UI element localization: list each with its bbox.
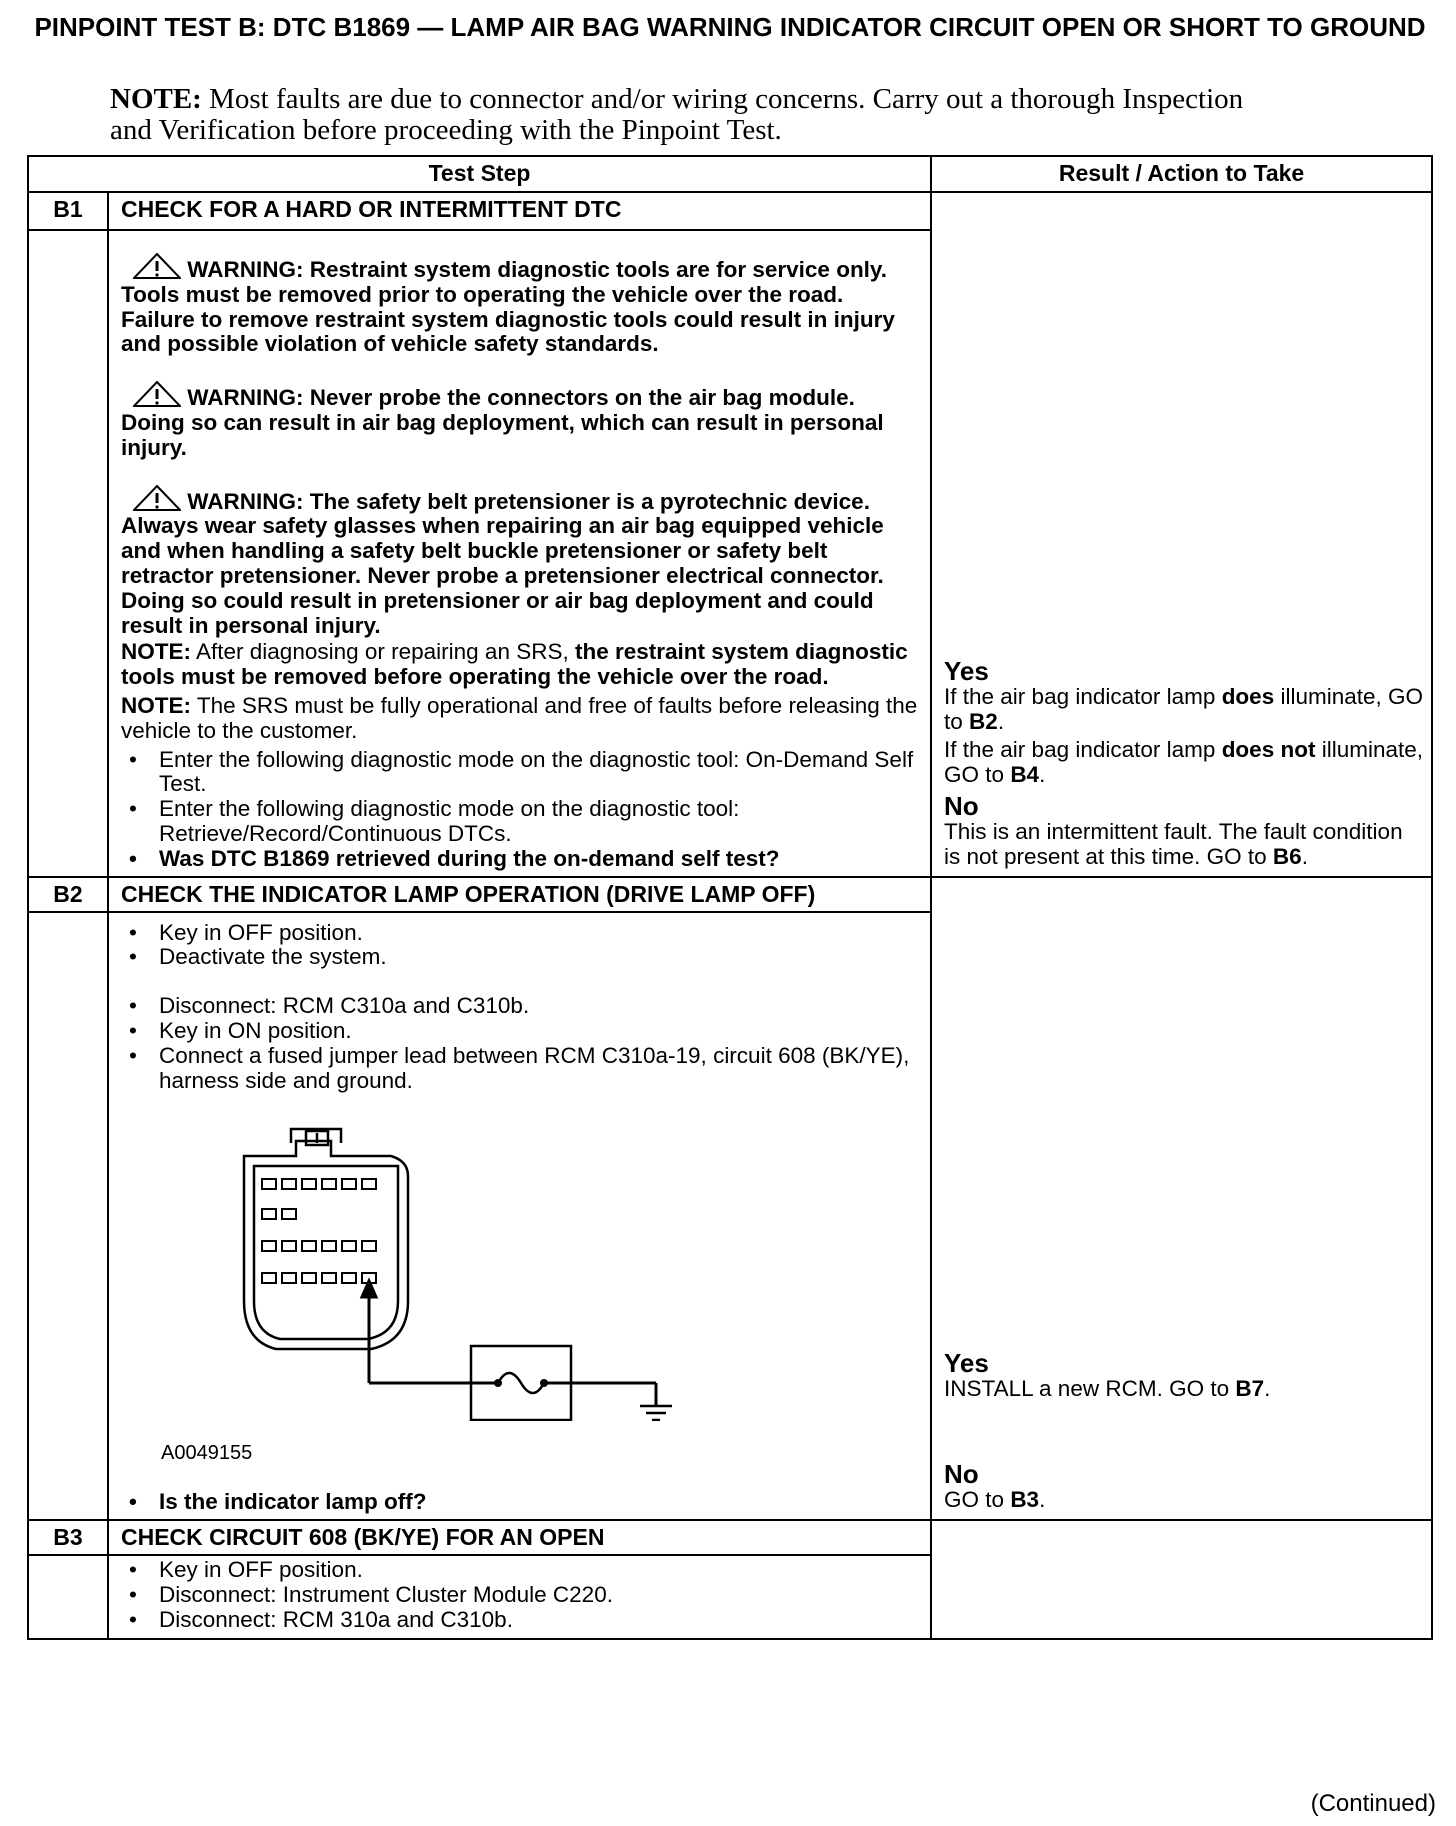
page-title: PINPOINT TEST B: DTC B1869 — LAMP AIR BAG WARNING INDICATOR CIRCUIT OPEN OR SHORT TO GROUND — [34, 12, 1426, 42]
step-result-b2 — [931, 877, 1432, 1520]
b1-note-2: NOTE: The SRS must be fully operational and free of faults before releasing the vehicle to the customer. — [121, 692, 918, 743]
ground-icon — [640, 1406, 672, 1420]
list-item: • Disconnect: RCM 310a and C310b. — [121, 1608, 920, 1633]
b2-bullet-list-2 — [121, 994, 920, 1093]
list-item: • Connect a fused jumper lead between RCM C310a-19, circuit 608 (BK/YE), harness side and ground. — [121, 1044, 920, 1094]
b1-yes-action-2: If the air bag indicator lamp does not illuminate, GO to B4. — [944, 737, 1423, 788]
b2-no-action: GO to B3. — [944, 1487, 1046, 1513]
connector-pin-cavities — [262, 1179, 376, 1283]
b2-yes-label: Yes — [944, 1348, 989, 1379]
b1-bullet-list — [121, 748, 920, 872]
top-note-label: NOTE: — [110, 83, 202, 115]
b1-note-1: NOTE: After diagnosing or repairing an SRS, the restraint system diagnostic tools must be removed before operating the vehicle over the road. — [121, 639, 908, 690]
step-id-b3: B3 — [28, 1520, 108, 1555]
figure-caption: A0049155 — [161, 1442, 253, 1465]
top-note — [110, 84, 1260, 146]
step-result-b3 — [931, 1520, 1432, 1639]
b1-warning-3: WARNING: The safety belt pretensioner is a pyrotechnic device. Always wear safety glasses when repairing an air bag equipped vehicle and when handling a safety belt buckle pretensioner or safety belt retractor pretensioner. Never probe a pretensioner electrical connector. Doing so could result in pretensioner or air bag deployment and could result in personal injury. — [121, 485, 920, 639]
step-heading-b3: CHECK CIRCUIT 608 (BK/YE) FOR AN OPEN — [108, 1520, 931, 1555]
step-body-b3 — [108, 1555, 931, 1639]
list-item: • Key in OFF position. — [121, 1558, 920, 1583]
warning-triangle-icon — [133, 253, 181, 279]
warning-triangle-icon — [133, 381, 181, 407]
b1-warning-2: WARNING: Never probe the connectors on the air bag module. Doing so can result in air bag deployment, which can result in personal injury. — [121, 381, 920, 460]
b2-no-label: No — [944, 1459, 979, 1490]
fuse-icon — [471, 1346, 571, 1420]
b3-bullet-list — [121, 1558, 920, 1632]
step-b3-heading-row — [28, 1520, 1432, 1555]
list-item: • Key in OFF position. — [121, 921, 920, 946]
warning-triangle-icon — [133, 485, 181, 511]
list-item: • Disconnect: RCM C310a and C310b. — [121, 994, 920, 1019]
b1-yes-action-1: If the air bag indicator lamp does illuminate, GO to B2. — [944, 683, 1424, 734]
step-b2-heading-row — [28, 877, 1432, 912]
pinpoint-test-table — [27, 155, 1433, 1640]
b1-question: • Was DTC B1869 retrieved during the on-demand self test? — [121, 847, 920, 872]
b2-yes-action: INSTALL a new RCM. GO to B7. — [944, 1376, 1271, 1402]
b2-question: • Is the indicator lamp off? — [121, 1490, 920, 1515]
list-item: • Enter the following diagnostic mode on the diagnostic tool: On-Demand Self Test. — [121, 748, 920, 798]
list-item: • Key in ON position. — [121, 1019, 920, 1044]
connector-jumper-diagram — [236, 1121, 736, 1421]
top-note-text: Most faults are due to connector and/or wiring concerns. Carry out a thorough Inspection and Verification before proceeding with the Pinpoint Test. — [110, 83, 1244, 146]
step-body-b1 — [108, 230, 931, 877]
continued-label: (Continued) — [1310, 1790, 1436, 1817]
step-heading-b1: CHECK FOR A HARD OR INTERMITTENT DTC — [108, 192, 931, 230]
b1-warning-1: WARNING: Restraint system diagnostic tools are for service only. Tools must be removed prior to operating the vehicle over the road. Failure to remove restraint system diagnostic tools could result in injury and possible violation of vehicle safety standards. — [121, 253, 920, 357]
list-item: • Disconnect: Instrument Cluster Module C220. — [121, 1583, 920, 1608]
b1-no-action: This is an intermittent fault. The fault condition is not present at this time. GO to B6. — [944, 818, 1403, 869]
step-result-b1 — [931, 192, 1432, 877]
step-body-b2 — [108, 912, 931, 1520]
table-header-row — [28, 156, 1432, 192]
col-header-result: Result / Action to Take — [931, 156, 1432, 192]
jumper-probe-arrow — [362, 1281, 656, 1406]
list-item: • Deactivate the system. — [121, 945, 920, 970]
b1-no-label: No — [944, 790, 979, 821]
step-id-b2: B2 — [28, 877, 108, 912]
b1-yes-label: Yes — [944, 655, 989, 686]
col-header-test-step: Test Step — [28, 156, 931, 192]
step-id-b1: B1 — [28, 192, 108, 230]
list-item: • Enter the following diagnostic mode on the diagnostic tool: Retrieve/Record/Continuous DTCs. — [121, 797, 920, 847]
b2-bullet-list-1 — [121, 921, 920, 971]
step-heading-b2: CHECK THE INDICATOR LAMP OPERATION (DRIVE LAMP OFF) — [108, 877, 931, 912]
b2-bullet-list-3 — [121, 1490, 920, 1515]
step-b1-heading-row — [28, 192, 1432, 230]
